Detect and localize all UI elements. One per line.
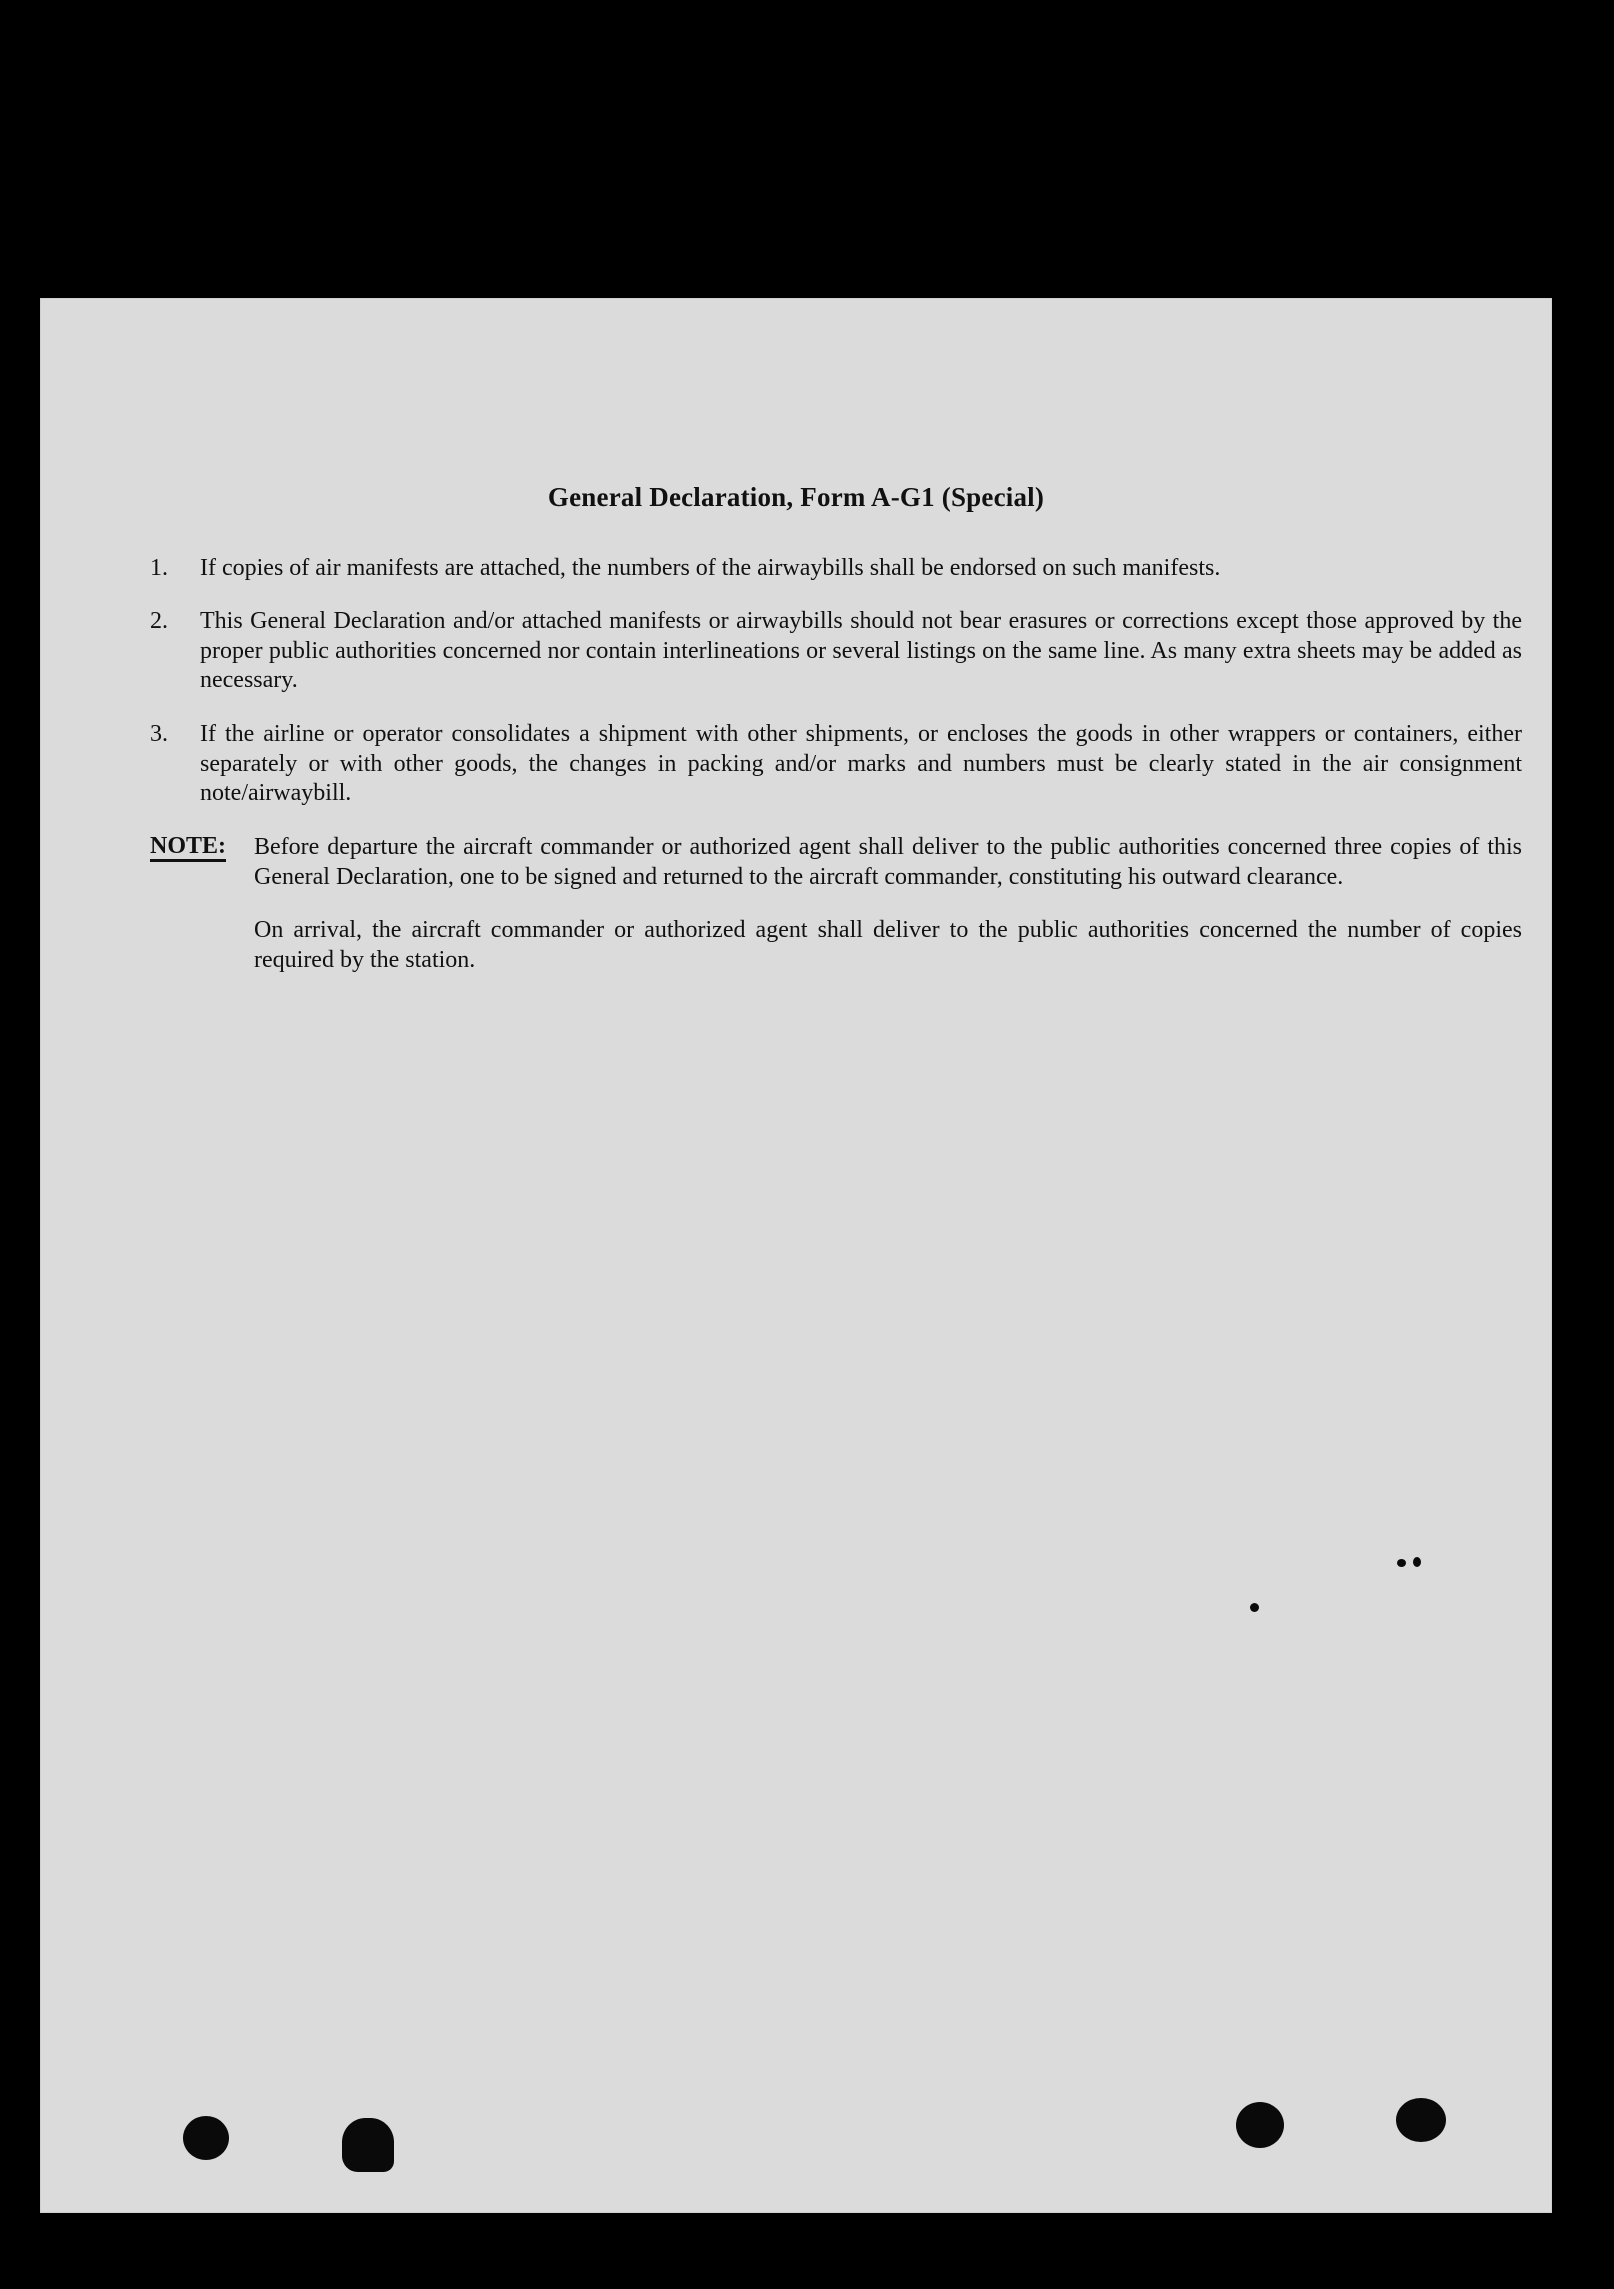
item-text: If the airline or operator consolidates a shipment with other shipments, or encloses the goods in other wrappers or containers, either separately or with other goods, the changes in packing and/or marks and numbers must be clearly stated in the air consignment note/airwaybill. — [200, 721, 1522, 806]
item-text: If copies of air manifests are attached, the numbers of the airwaybills shall be endorsed on such manifests. — [200, 555, 1221, 581]
item-number: 3. — [150, 721, 168, 747]
instruction-item-3 — [150, 720, 1522, 809]
punch-hole-mark — [342, 2118, 394, 2172]
instruction-item-1 — [150, 554, 1522, 584]
item-number: 1. — [150, 555, 168, 581]
speck-mark — [1250, 1603, 1259, 1612]
punch-hole-mark — [183, 2116, 229, 2160]
item-number: 2. — [150, 608, 168, 634]
item-text: This General Declaration and/or attached manifests or airwaybills should not bear erasures or corrections except those approved by the proper public authorities concerned nor contain interlineations or several listings on the same line. As many extra sheets may be added as necessary. — [200, 608, 1522, 693]
speck-mark — [1413, 1557, 1421, 1567]
note-paragraph-1: Before departure the aircraft commander or authorized agent shall deliver to the public authorities concerned three copies of this General Declaration, one to be signed and returned to the aircraft commander, constituting his outward clearance. — [254, 834, 1522, 890]
punch-hole-mark — [1236, 2102, 1284, 2148]
punch-hole-mark — [1396, 2098, 1446, 2142]
note-section — [150, 833, 1522, 975]
note-paragraph-2: On arrival, the aircraft commander or authorized agent shall deliver to the public authorities concerned the number of copies required by the station. — [254, 917, 1522, 973]
instruction-item-2 — [150, 607, 1522, 696]
note-label: NOTE: — [150, 833, 226, 862]
speck-mark — [1397, 1559, 1406, 1567]
document-title: General Declaration, Form A-G1 (Special) — [547, 482, 1045, 512]
document-page — [40, 298, 1552, 2213]
